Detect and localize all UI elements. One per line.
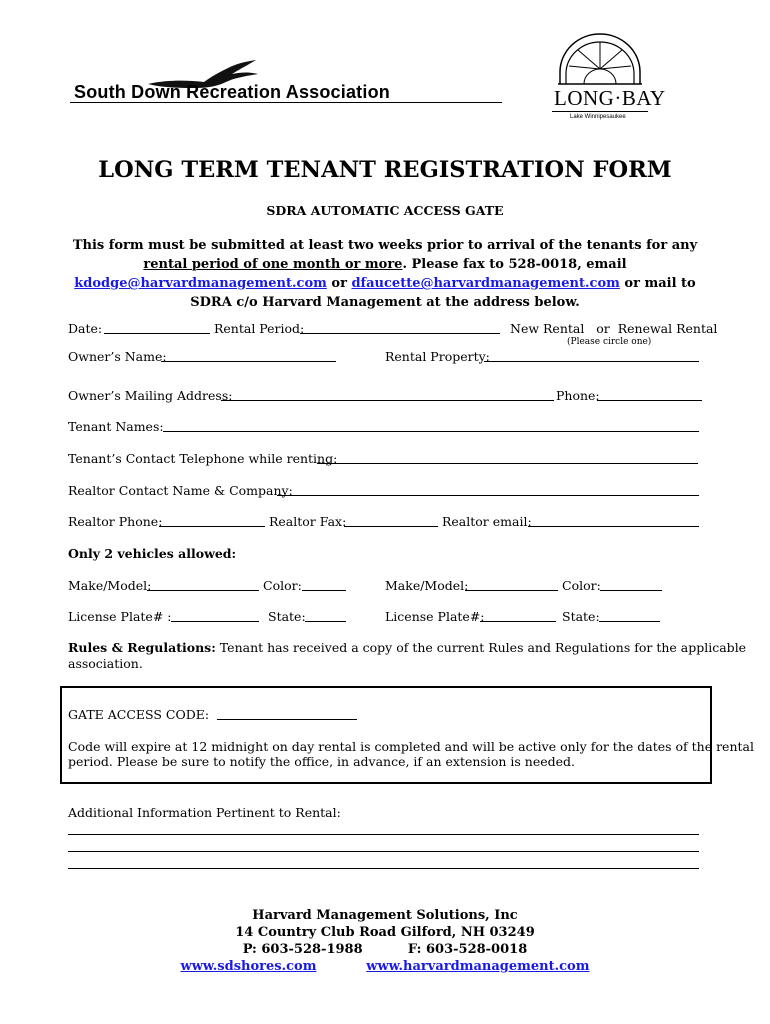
footer-address: 14 Country Club Road Gilford, NH 03249: [235, 925, 535, 940]
longbay-logo: [552, 32, 666, 124]
color-1-label: Color:: [263, 578, 302, 593]
footer-company: Harvard Management Solutions, Inc: [252, 908, 518, 923]
page-title: LONG TERM TENANT REGISTRATION FORM: [98, 157, 672, 183]
sdra-logo: [70, 58, 502, 106]
intro-line-4: SDRA c/o Harvard Management at the address below.: [190, 295, 580, 310]
license-plate-2-label: License Plate#:: [385, 609, 485, 624]
rental-property-field[interactable]: [484, 361, 699, 362]
phone-label: Phone:: [556, 388, 600, 403]
additional-info-label: Additional Information Pertinent to Rental:: [68, 805, 341, 820]
gate-access-code-label: GATE ACCESS CODE:: [68, 707, 210, 722]
intro-rental-period: rental period of one month or more: [143, 257, 403, 272]
gate-note-line-2: period. Please be sure to notify the office, in advance, if an extension is needed.: [68, 754, 575, 769]
state-1-field[interactable]: [305, 621, 346, 622]
realtor-phone-label: Realtor Phone:: [68, 514, 163, 529]
owners-mailing-address-label: Owner’s Mailing Address:: [68, 388, 233, 403]
gate-access-code-field[interactable]: [217, 719, 357, 720]
make-model-2-field[interactable]: [465, 590, 558, 591]
additional-info-line-1[interactable]: [68, 834, 699, 835]
email-link-kdodge[interactable]: kdodge@harvardmanagement.com: [74, 276, 327, 291]
rental-period-field[interactable]: [300, 333, 500, 334]
realtor-fax-label: Realtor Fax:: [269, 514, 347, 529]
email-link-dfaucette[interactable]: dfaucette@harvardmanagement.com: [351, 276, 620, 291]
rules-text: Tenant has received a copy of the current Rules and Regulations for the applicable: [215, 640, 747, 655]
tenant-contact-phone-field[interactable]: [317, 463, 698, 464]
footer-fax: F: 603-528-0018: [407, 942, 528, 957]
footer-phone: P: 603-528-1988: [242, 942, 363, 957]
intro-line-1: This form must be submitted at least two weeks prior to arrival of the tenants for any: [72, 238, 698, 253]
harvardmanagement-link[interactable]: www.harvardmanagement.com: [366, 959, 590, 974]
color-2-field[interactable]: [600, 590, 662, 591]
longbay-subtitle: Lake Winnipesaukee: [570, 114, 626, 120]
make-model-1-field[interactable]: [147, 590, 259, 591]
rules-label: Rules & Regulations:: [68, 640, 216, 655]
rules-line-2: association.: [68, 656, 143, 671]
tenant-names-label: Tenant Names:: [68, 419, 164, 434]
license-plate-2-field[interactable]: [480, 621, 556, 622]
form-subtitle: SDRA AUTOMATIC ACCESS GATE: [266, 203, 504, 218]
longbay-rule: [552, 111, 648, 112]
intro-line-2: [40, 255, 730, 274]
state-2-label: State:: [562, 609, 600, 624]
longbay-logo-text: LONG·BAY: [554, 86, 666, 110]
realtor-email-label: Realtor email:: [442, 514, 532, 529]
owners-name-label: Owner’s Name:: [68, 349, 167, 364]
rental-type-choice[interactable]: New Rental or Renewal Rental: [510, 321, 718, 336]
phone-field[interactable]: [597, 400, 702, 401]
vehicles-heading: Only 2 vehicles allowed:: [68, 546, 237, 561]
footer-contact: [0, 941, 770, 958]
color-2-label: Color:: [562, 578, 601, 593]
rental-property-label: Rental Property:: [385, 349, 490, 364]
intro-mail-to: or mail to: [619, 276, 696, 291]
intro-line-3: [40, 274, 730, 293]
logo-underline: [70, 102, 502, 103]
intro-or: or: [326, 276, 352, 291]
intro-fax: . Please fax to 528-0018, email: [402, 257, 627, 272]
license-plate-1-field[interactable]: [171, 621, 259, 622]
window-arch-icon: [556, 32, 644, 86]
realtor-contact-field[interactable]: [277, 495, 699, 496]
rules-line-1: [68, 640, 747, 656]
realtor-contact-label: Realtor Contact Name & Company:: [68, 483, 293, 498]
tenant-names-field[interactable]: [163, 431, 699, 432]
sdshores-link[interactable]: www.sdshores.com: [180, 959, 317, 974]
rules-paragraph: [68, 640, 747, 672]
intro-paragraph: [40, 236, 730, 312]
footer-links: [0, 958, 770, 975]
realtor-fax-field[interactable]: [344, 526, 438, 527]
rental-period-label: Rental Period:: [214, 321, 305, 336]
additional-info-line-3[interactable]: [68, 868, 699, 869]
make-model-2-label: Make/Model:: [385, 578, 469, 593]
gate-note-line-1: Code will expire at 12 midnight on day rental is completed and will be active only for the dates of the rental: [68, 739, 754, 754]
make-model-1-label: Make/Model:: [68, 578, 152, 593]
date-label: Date:: [68, 321, 103, 336]
state-2-field[interactable]: [599, 621, 660, 622]
owners-name-field[interactable]: [161, 361, 336, 362]
date-field[interactable]: [104, 333, 210, 334]
sdra-logo-text: South Down Recreation Association: [74, 82, 390, 102]
realtor-email-field[interactable]: [528, 526, 699, 527]
gate-access-box: [60, 686, 754, 784]
realtor-phone-field[interactable]: [159, 526, 265, 527]
color-1-field[interactable]: [302, 590, 346, 591]
state-1-label: State:: [268, 609, 306, 624]
gate-access-note: [68, 739, 754, 769]
owners-mailing-address-field[interactable]: [221, 400, 554, 401]
additional-info-line-2[interactable]: [68, 851, 699, 852]
footer: [0, 907, 770, 975]
tenant-contact-phone-label: Tenant’s Contact Telephone while renting:: [68, 451, 338, 466]
circle-one-note: (Please circle one): [567, 337, 652, 347]
license-plate-1-label: License Plate# :: [68, 609, 172, 624]
